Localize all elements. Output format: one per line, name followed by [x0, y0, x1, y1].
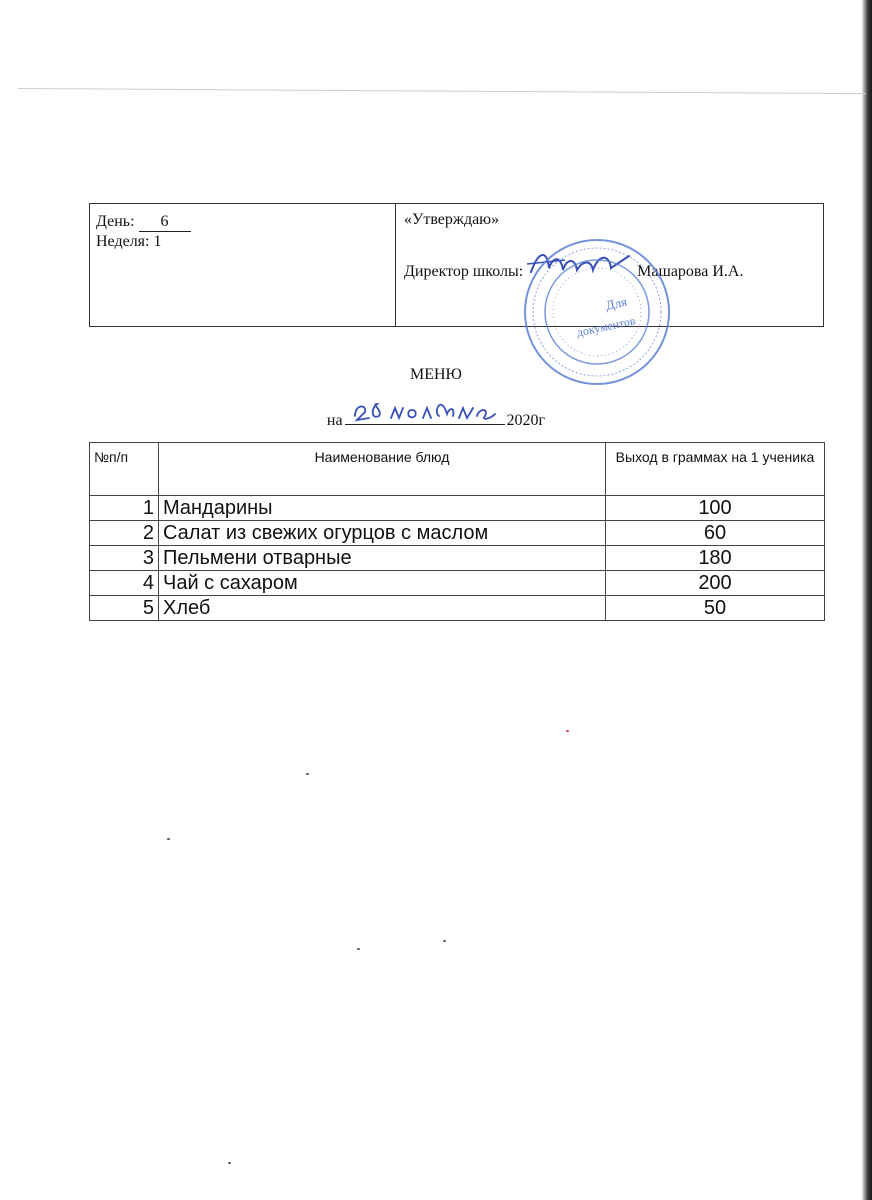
svg-text:документов: документов: [575, 313, 637, 340]
table-row: [90, 496, 825, 521]
scan-speck: [228, 1162, 231, 1164]
header-name: Наименование блюд: [159, 443, 606, 496]
header-output: Выход в граммах на 1 ученика: [606, 443, 825, 496]
scan-edge: [862, 0, 872, 1200]
row-num: 1: [90, 496, 159, 521]
day-week-cell: [90, 204, 396, 326]
header-box: [89, 203, 824, 340]
day-label: День:: [96, 213, 135, 230]
scan-speck: [167, 838, 170, 840]
date-line: [0, 406, 872, 430]
table-row: [90, 521, 825, 546]
row-output: 100: [606, 496, 825, 521]
scan-speck: [443, 940, 446, 942]
scan-fold-line: [18, 88, 866, 94]
menu-table: [89, 442, 825, 621]
row-name: Пельмени отварные: [159, 546, 606, 571]
svg-text:Для: Для: [604, 293, 629, 313]
scan-speck: [357, 948, 360, 950]
table-row: [90, 571, 825, 596]
row-output: 50: [606, 596, 825, 621]
scan-speck: [306, 773, 309, 775]
row-name: Мандарины: [159, 496, 606, 521]
day-value: 6: [139, 213, 191, 232]
date-prefix: на: [326, 412, 343, 429]
director-name: Машарова И.А.: [637, 263, 744, 280]
table-header-row: [90, 443, 825, 496]
row-num: 2: [90, 521, 159, 546]
row-output: 200: [606, 571, 825, 596]
director-label: Директор школы:: [404, 263, 524, 280]
table-row: [90, 596, 825, 621]
date-blank: [345, 406, 505, 425]
row-num: 3: [90, 546, 159, 571]
approval-cell: [396, 204, 823, 340]
menu-title: МЕНЮ: [410, 366, 462, 383]
table-row: [90, 546, 825, 571]
row-name: Салат из свежих огурцов с маслом: [159, 521, 606, 546]
row-output: 60: [606, 521, 825, 546]
handwritten-date-image: [349, 392, 499, 426]
row-num: 5: [90, 596, 159, 621]
row-name: Чай с сахаром: [159, 571, 606, 596]
row-output: 180: [606, 546, 825, 571]
day-line: [96, 212, 395, 232]
date-suffix: 2020г: [506, 412, 546, 429]
row-name: Хлеб: [159, 596, 606, 621]
row-num: 4: [90, 571, 159, 596]
week-line: Неделя: 1: [96, 233, 162, 250]
approve-text: «Утверждаю»: [404, 211, 500, 228]
scan-speck: [566, 730, 569, 732]
header-num: №п/п: [90, 443, 159, 496]
